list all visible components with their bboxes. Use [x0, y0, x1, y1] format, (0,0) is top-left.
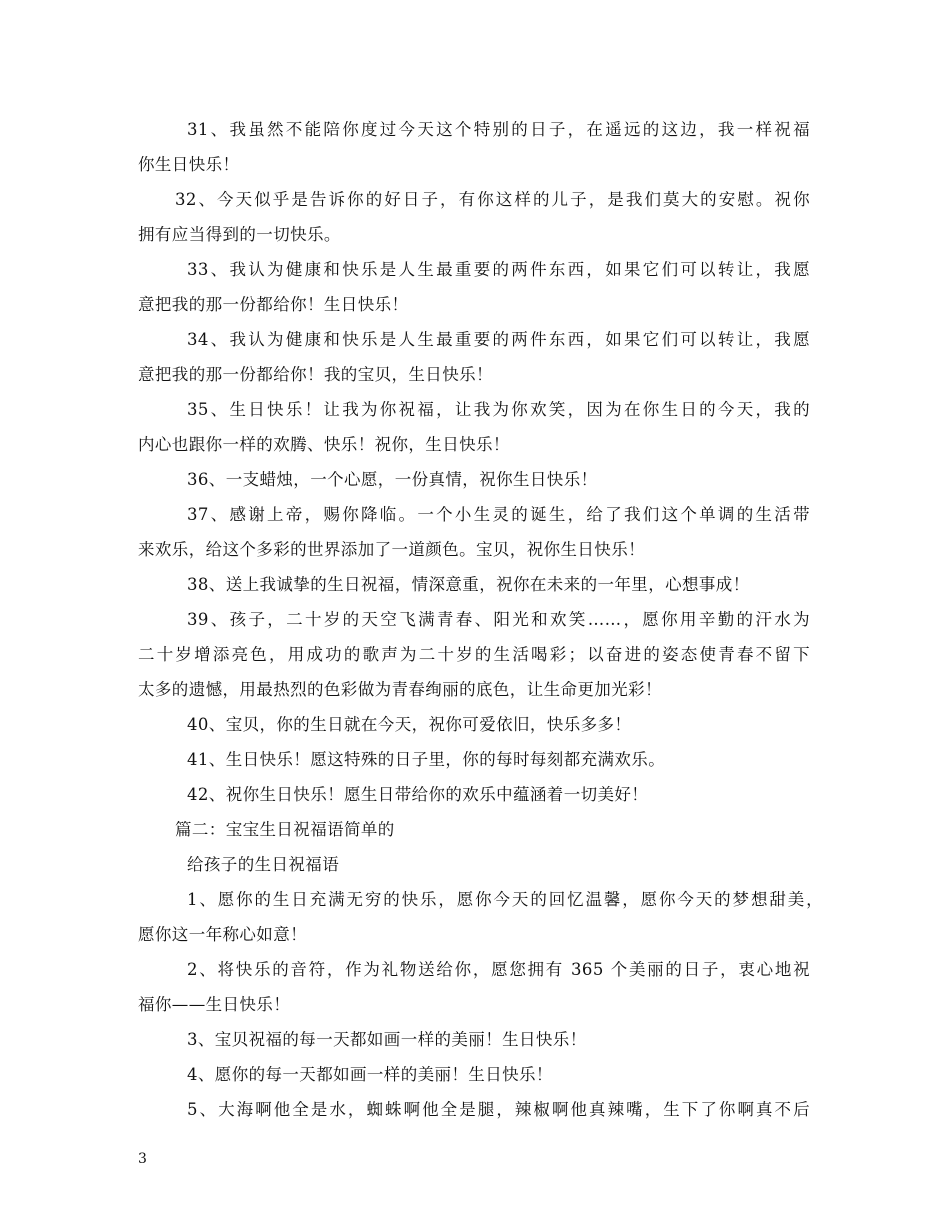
text-line: 31、我虽然不能陪你度过今天这个特别的日子，在遥远的这边，我一样祝福: [187, 120, 810, 139]
text-line: 41、生日快乐！愿这特殊的日子里，你的每时每刻都充满欢乐。: [187, 750, 666, 769]
subheading: 给孩子的生日祝福语: [187, 855, 340, 874]
text-line: 39、孩子，二十岁的天空飞满青春、阳光和欢笑……，愿你用辛勤的汗水为: [187, 610, 810, 629]
text-line: 2、将快乐的音符，作为礼物送给你，愿您拥有 365 个美丽的日子，衷心地祝: [187, 960, 810, 979]
text-line: 内心也跟你一样的欢腾、快乐！祝你，生日快乐！: [138, 435, 510, 454]
text-line: 40、宝贝，你的生日就在今天，祝你可爱依旧，快乐多多！: [187, 715, 632, 734]
text-line: 32、今天似乎是告诉你的好日子，有你这样的儿子，是我们莫大的安慰。祝你: [175, 190, 810, 209]
text-line: 你生日快乐！: [138, 155, 240, 174]
text-line: 二十岁增添亮色，用成功的歌声为二十岁的生活喝彩；以奋进的姿态使青春不留下: [138, 645, 810, 664]
text-line: 33、我认为健康和快乐是人生最重要的两件东西，如果它们可以转让，我愿: [187, 260, 810, 279]
text-line: 42、祝你生日快乐！愿生日带给你的欢乐中蕴涵着一切美好！: [187, 785, 649, 804]
text-line: 4、愿你的每一天都如画一样的美丽！生日快乐！: [187, 1065, 553, 1084]
text-line: 意把我的那一份都给你！生日快乐！: [138, 295, 409, 314]
text-line: 拥有应当得到的一切快乐。: [138, 225, 341, 244]
text-line: 38、送上我诚挚的生日祝福，情深意重，祝你在未来的一年里，心想事成！: [187, 575, 750, 594]
text-line: 来欢乐，给这个多彩的世界添加了一道颜色。宝贝，祝你生日快乐！: [138, 540, 645, 559]
section-heading: 篇二：宝宝生日祝福语简单的: [175, 820, 395, 839]
page-number: 3: [138, 1151, 147, 1167]
text-line: 福你——生日快乐！: [138, 995, 291, 1014]
text-line: 意把我的那一份都给你！我的宝贝，生日快乐！: [138, 365, 493, 384]
text-line: 34、我认为健康和快乐是人生最重要的两件东西，如果它们可以转让，我愿: [187, 330, 810, 349]
text-line: 3、宝贝祝福的每一天都如画一样的美丽！生日快乐！: [187, 1030, 587, 1049]
text-line: 37、感谢上帝，赐你降临。一个小生灵的诞生，给了我们这个单调的生活带: [187, 505, 810, 524]
text-line: 36、一支蜡烛，一个心愿，一份真情，祝你生日快乐！: [187, 470, 598, 489]
text-line: 5、大海啊他全是水，蜘蛛啊他全是腿，辣椒啊他真辣嘴，生下了你啊真不后: [187, 1100, 810, 1119]
text-line: 愿你这一年称心如意！: [138, 925, 307, 944]
text-line: 1、愿你的生日充满无穷的快乐，愿你今天的回忆温馨，愿你今天的梦想甜美，: [187, 890, 823, 909]
text-line: 太多的遗憾，用最热烈的色彩做为青春绚丽的底色，让生命更加光彩！: [138, 680, 662, 699]
text-line: 35、生日快乐！让我为你祝福，让我为你欢笑，因为在你生日的今天，我的: [187, 400, 810, 419]
